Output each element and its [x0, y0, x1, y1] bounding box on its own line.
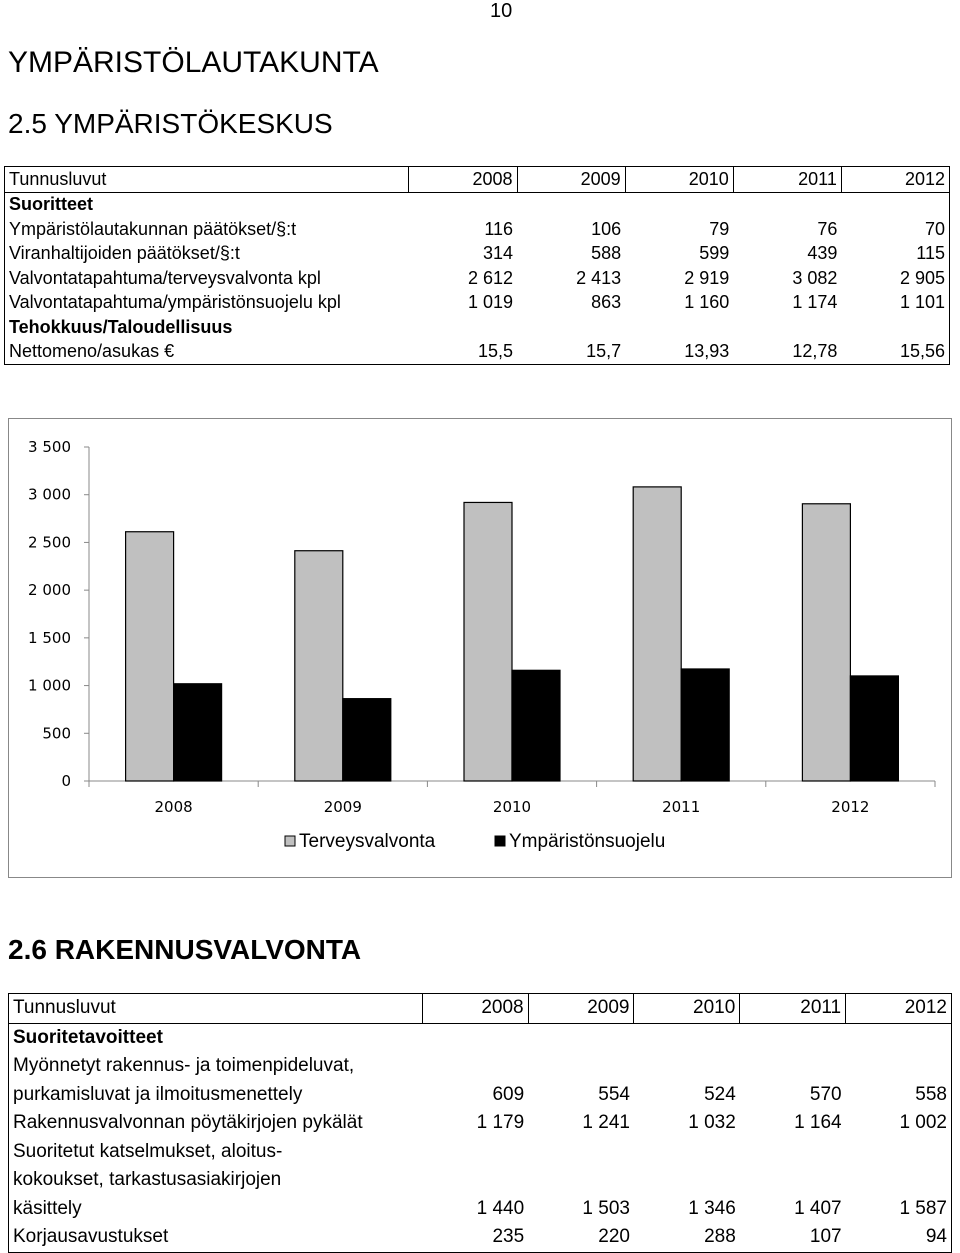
row-value: 588	[591, 243, 622, 264]
row-value: 107	[809, 1226, 842, 1248]
row-value: 79	[709, 218, 730, 239]
row-value	[740, 1138, 846, 1167]
header-year: 2010	[625, 167, 733, 193]
row-value	[517, 315, 625, 340]
row-label: Valvontatapahtuma/terveysvalvonta kpl	[9, 267, 321, 288]
row-value: 15,56	[899, 341, 945, 362]
row-value: 76	[817, 218, 838, 239]
bar-ympäristönsuojelu	[681, 669, 729, 781]
page-number: 10	[490, 0, 513, 22]
row-value	[841, 192, 949, 217]
row-value	[634, 1138, 740, 1167]
bar-terveysvalvonta	[633, 487, 681, 781]
table-row	[9, 1138, 952, 1167]
row-value	[740, 1166, 846, 1195]
row-value: 116	[484, 218, 514, 239]
row-value	[625, 315, 733, 340]
row-value	[846, 1166, 952, 1195]
row-label: Nettomeno/asukas €	[9, 341, 175, 362]
y-tick-label: 3 000	[28, 485, 71, 504]
row-value	[634, 1166, 740, 1195]
x-tick-label: 2008	[154, 798, 193, 816]
row-value	[422, 1166, 528, 1195]
row-value	[517, 192, 625, 217]
chart-container	[8, 418, 952, 878]
row-value: 15,5	[477, 341, 514, 362]
row-value: 2 413	[576, 267, 622, 288]
table-row	[9, 1081, 952, 1110]
row-label: Ympäristölautakunnan päätökset/§:t	[9, 218, 297, 239]
y-tick-label: 2 500	[28, 533, 71, 552]
row-value	[846, 1023, 952, 1052]
row-value: 115	[916, 243, 945, 264]
bar-terveysvalvonta	[126, 532, 174, 781]
row-value: 220	[598, 1226, 630, 1248]
table-row	[9, 1195, 952, 1224]
row-value: 1 164	[794, 1112, 842, 1134]
row-value	[409, 315, 517, 340]
row-label: käsittely	[13, 1197, 82, 1219]
row-value: 1 241	[582, 1112, 630, 1134]
x-tick-label: 2010	[492, 798, 532, 816]
row-label: Rakennusvalvonnan pöytäkirjojen pykälät	[13, 1112, 363, 1134]
y-tick-label: 3 500	[28, 438, 71, 456]
x-tick-label: 2011	[662, 798, 701, 816]
row-value: 94	[925, 1226, 947, 1248]
row-value	[841, 315, 949, 340]
row-value	[625, 192, 733, 217]
header-year: 2008	[409, 167, 517, 193]
y-tick-label: 0	[61, 772, 71, 790]
row-label: Korjausavustukset	[13, 1226, 169, 1248]
row-label: kokoukset, tarkastusasiakirjojen	[13, 1169, 282, 1191]
table-row	[5, 217, 950, 242]
row-value: 288	[704, 1226, 736, 1248]
table-row	[9, 1023, 952, 1052]
row-value	[733, 192, 841, 217]
main-heading: YMPÄRISTÖLAUTAKUNTA	[8, 46, 379, 79]
y-tick-label: 1 500	[28, 628, 71, 647]
header-label: Tunnusluvut	[5, 167, 409, 193]
header-year: 2012	[846, 994, 952, 1024]
row-label: Tehokkuus/Taloudellisuus	[9, 316, 233, 337]
row-value: 1 407	[794, 1197, 842, 1219]
row-value	[846, 1138, 952, 1167]
row-value	[740, 1023, 846, 1052]
row-value: 1 503	[582, 1197, 630, 1219]
row-value: 1 587	[899, 1197, 947, 1219]
table-row	[5, 266, 950, 291]
table-row	[5, 315, 950, 340]
section-heading-rakennusvalvonta: 2.6 RAKENNUSVALVONTA	[8, 934, 362, 965]
legend-label: Ympäristönsuojelu	[509, 831, 666, 852]
row-value	[528, 1138, 634, 1167]
row-label: Suoritteet	[9, 194, 94, 215]
row-value	[634, 1023, 740, 1052]
header-year: 2008	[422, 994, 528, 1024]
y-tick-label: 1 000	[28, 676, 71, 695]
bar-ympäristönsuojelu	[343, 699, 391, 781]
table-row	[5, 242, 950, 267]
row-value: 235	[492, 1226, 525, 1248]
bar-ympäristönsuojelu	[174, 684, 222, 781]
row-value: 1 160	[684, 292, 730, 313]
row-value: 558	[915, 1083, 947, 1105]
row-label: purkamisluvat ja ilmoitusmenettely	[13, 1083, 303, 1105]
row-value	[634, 1052, 740, 1081]
row-value	[422, 1052, 528, 1081]
row-value	[409, 192, 517, 217]
table-row	[5, 192, 950, 217]
x-tick-label: 2009	[323, 798, 362, 816]
legend-label: Terveysvalvonta	[299, 831, 436, 852]
legend-swatch-terveysvalvonta	[285, 836, 295, 846]
bar-ympäristönsuojelu	[512, 670, 560, 781]
table-row	[9, 1166, 952, 1195]
row-value: 609	[492, 1083, 525, 1105]
row-label: Valvontatapahtuma/ympäristönsuojelu kpl	[9, 292, 341, 313]
table-row	[9, 1223, 952, 1252]
row-value: 570	[809, 1083, 842, 1105]
row-value	[528, 1052, 634, 1081]
row-value: 1 002	[899, 1112, 947, 1134]
row-value: 863	[591, 292, 622, 313]
row-value: 2 905	[899, 267, 945, 288]
bar-terveysvalvonta	[802, 504, 850, 781]
rakennusvalvonta-table	[8, 993, 952, 1253]
row-value: 1 174	[792, 292, 838, 313]
row-value: 70	[924, 218, 945, 239]
row-value	[422, 1138, 528, 1167]
row-value: 12,78	[792, 341, 838, 362]
row-label: Myönnetyt rakennus- ja toimenpideluvat,	[13, 1055, 355, 1077]
row-value	[740, 1052, 846, 1081]
y-tick-label: 500	[42, 724, 71, 743]
row-value: 2 612	[467, 267, 514, 288]
bar-chart	[9, 419, 951, 877]
table-row	[5, 291, 950, 316]
row-value: 13,93	[684, 341, 730, 362]
row-value	[528, 1166, 634, 1195]
row-value	[846, 1052, 952, 1081]
row-value: 599	[699, 243, 730, 264]
row-value: 1 179	[476, 1112, 525, 1134]
bar-terveysvalvonta	[295, 551, 343, 781]
row-label: Suoritetut katselmukset, aloitus-	[13, 1140, 283, 1162]
table-header-row	[9, 994, 952, 1024]
header-label: Tunnusluvut	[9, 994, 423, 1024]
row-value: 15,7	[586, 341, 622, 362]
row-value: 1 346	[688, 1197, 736, 1219]
row-value: 2 919	[684, 267, 730, 288]
header-year: 2010	[634, 994, 740, 1024]
row-value: 1 019	[467, 292, 514, 313]
table-row	[9, 1109, 952, 1138]
legend-swatch-ympäristönsuojelu	[495, 836, 505, 846]
row-value	[528, 1023, 634, 1052]
table-row	[5, 340, 950, 365]
header-year: 2011	[740, 994, 846, 1024]
y-tick-label: 2 000	[28, 581, 71, 600]
row-value: 3 082	[792, 267, 838, 288]
row-value	[733, 315, 841, 340]
row-value: 524	[704, 1083, 736, 1105]
header-year: 2009	[528, 994, 634, 1024]
table-header-row	[5, 167, 950, 193]
row-value: 314	[482, 243, 514, 264]
row-value: 554	[598, 1083, 630, 1105]
row-value: 106	[591, 218, 622, 239]
row-value: 439	[807, 243, 838, 264]
row-label: Viranhaltijoiden päätökset/§:t	[9, 243, 240, 264]
header-year: 2012	[841, 167, 949, 193]
section-heading-ymparistokeskus: 2.5 YMPÄRISTÖKESKUS	[8, 108, 333, 139]
row-value: 1 440	[476, 1197, 525, 1219]
row-value	[422, 1023, 528, 1052]
ymparistokeskus-table	[4, 166, 950, 365]
row-label: Suoritetavoitteet	[13, 1026, 163, 1048]
x-tick-label: 2012	[831, 798, 870, 816]
bar-terveysvalvonta	[464, 502, 512, 781]
row-value: 1 032	[688, 1112, 736, 1134]
header-year: 2009	[517, 167, 625, 193]
row-value: 1 101	[899, 292, 945, 313]
header-year: 2011	[733, 167, 841, 193]
bar-ympäristönsuojelu	[850, 676, 898, 781]
table-row	[9, 1052, 952, 1081]
